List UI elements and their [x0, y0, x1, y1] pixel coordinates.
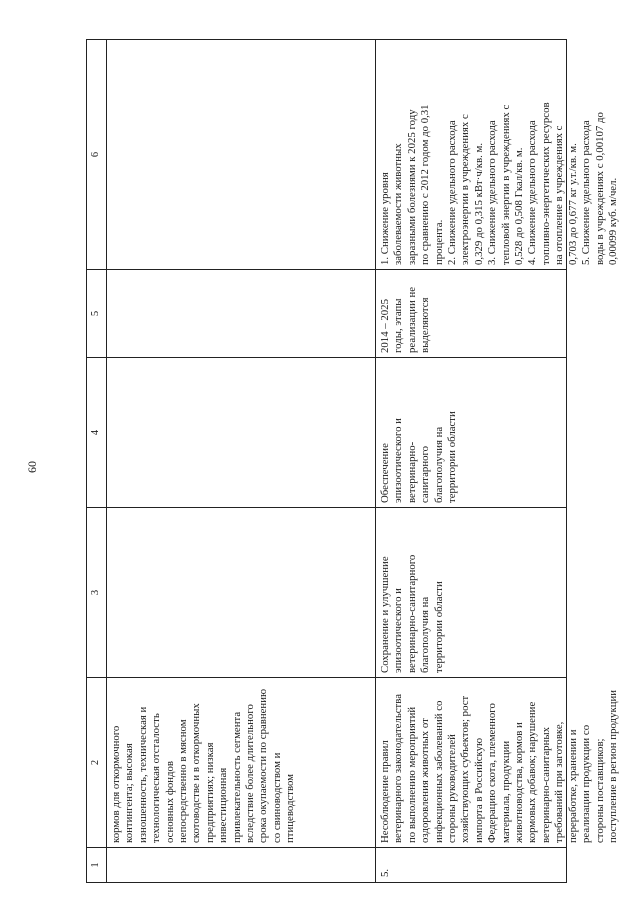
row-1-period [107, 269, 376, 357]
row-1-number [107, 847, 376, 882]
row-1-goal [107, 507, 376, 677]
header-col-5: 5 [87, 269, 107, 357]
row-2-problem: Несоблюдение правил ветеринарного законодательства по выполнению мероприятий оздоровления животных от инфекционных заболеваний со стороны руководителей хозяйствующих субъектов; рост импорта в Российскую Федерацию скота, племенного материала, продукции животноводства, кормов и кормовых добавок; нарушение ветеринарно-санитарных требований при заготовке, переработке, хранении и реализации продукции со стороны поставщиков; поступление в регион продукции [376, 677, 567, 847]
header-col-6: 6 [87, 39, 107, 269]
row-2-task: Обеспечение эпизоотического и ветеринарно- санитарного благополучия на территории области [376, 357, 567, 507]
row-2-goal: Сохранение и улучшение эпизоотического и ветеринарно-санитарного благополучия на территории области [376, 507, 567, 677]
row-2-number: 5. [376, 847, 567, 882]
header-col-4: 4 [87, 357, 107, 507]
header-col-2: 2 [87, 677, 107, 847]
data-table [86, 39, 619, 883]
page-number: 60 [25, 461, 39, 473]
header-col-3: 3 [87, 507, 107, 677]
row-1-results [107, 39, 376, 269]
header-col-1: 1 [87, 847, 107, 882]
row-1-problem: кормов для откормочного контингента; высокая изношенность, техническая и технологическая отсталость основных фондов непосредственно в мясном скотоводстве и в откормочных предприятиях; низкая инвестиционная привлекательность сегмента вследствие более длительного срока окупаемости по сравнению со свиноводством и птицеводством [107, 677, 376, 847]
row-1-task [107, 357, 376, 507]
row-2-period: 2014 – 2025 годы, этапы реализации не выделяются [376, 269, 567, 357]
row-2-results: 1. Снижение уровня заболеваемости животных заразными болезнями к 2025 году по сравнению с 2012 годом до 0,31 процента. 2. Снижение удельного расхода электроэнергии в учреждениях с 0,329 до 0,315 кВт·ч/кв. м. 3. Снижение удельного расхода тепловой энергии в учреждениях с 0,528 до 0,508 Гкал/кв. м. 4. Снижение удельного расхода топливно-энергетических ресурсов на отопление в учреждениях с 0,703 до 0,677 кг у.т./кв. м. 5. Снижение удельного расхода воды в учреждениях с 0,00107 до 0,00099 куб. м/чел. [376, 39, 567, 269]
rotated-page [0, 37, 619, 897]
